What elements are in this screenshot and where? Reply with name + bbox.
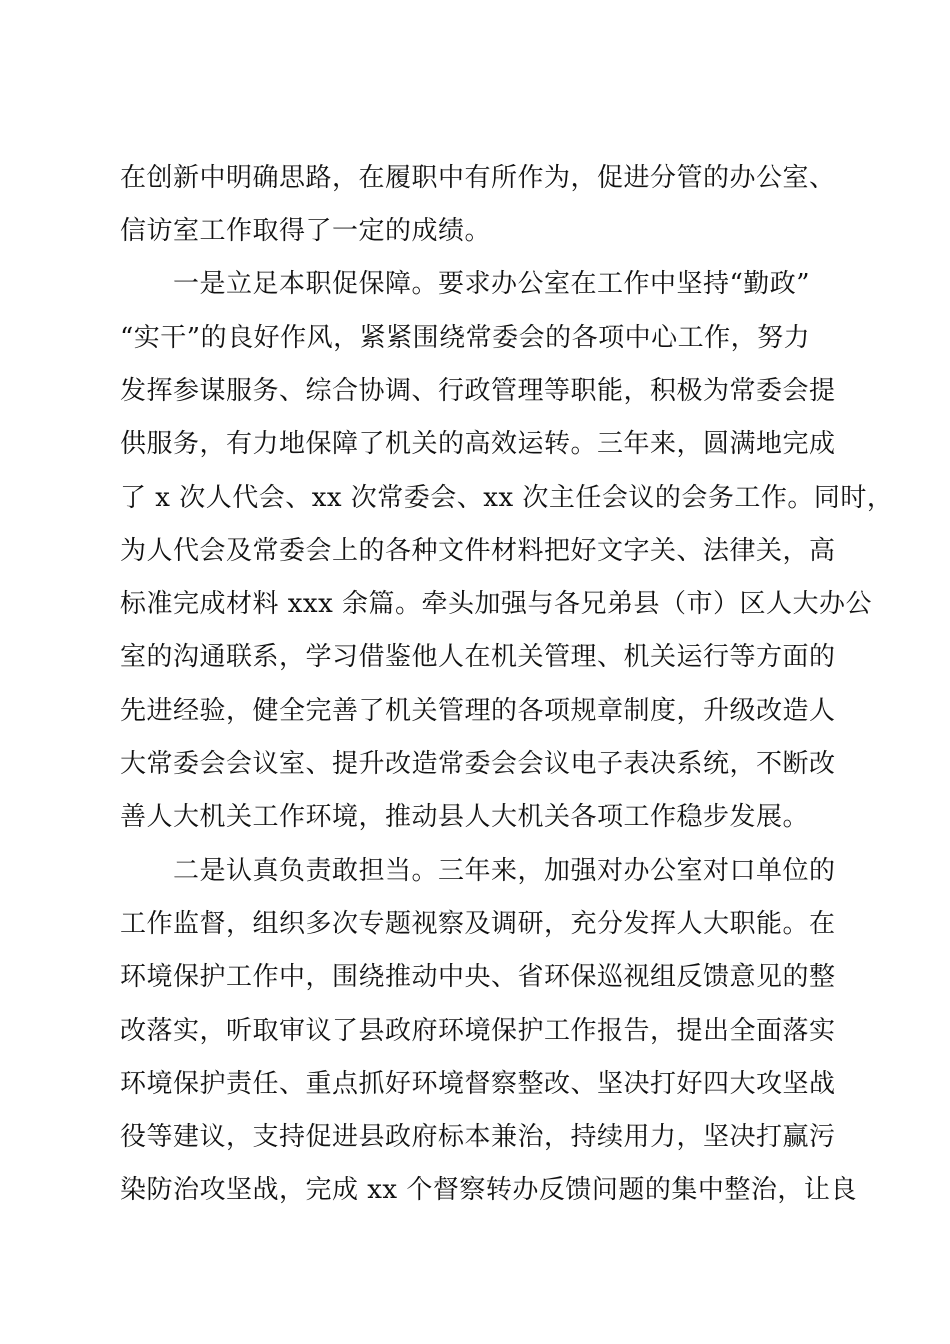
text-line: 为人代会及常委会上的各种文件材料把好文字关、法律关，高	[120, 536, 836, 566]
text-line: 环境保护责任、重点抓好环境督察整改、坚决打好四大攻坚战	[120, 1069, 836, 1099]
text-line: 室的沟通联系，学习借鉴他人在机关管理、机关运行等方面的	[120, 642, 836, 672]
text-line: 役等建议，支持促进县政府标本兼治，持续用力，坚决打赢污	[120, 1122, 836, 1152]
text-line: 环境保护工作中，围绕推动中央、省环保巡视组反馈意见的整	[120, 962, 836, 992]
text-line: 善人大机关工作环境，推动县人大机关各项工作稳步发展。	[120, 802, 810, 832]
text-line: “实干”的良好作风，紧紧围绕常委会的各项中心工作，努力	[120, 323, 811, 353]
text-line: 一是立足本职促保障。要求办公室在工作中坚持“勤政”	[173, 269, 811, 299]
text-line: 了 x 次人代会、xx 次常委会、xx 次主任会议的会务工作。同时，	[120, 483, 894, 513]
text-line: 发挥参谋服务、综合协调、行政管理等职能，积极为常委会提	[120, 376, 836, 406]
text-line: 二是认真负责敢担当。三年来，加强对办公室对口单位的	[173, 856, 836, 886]
text-line: 标准完成材料 xxx 余篇。牵头加强与各兄弟县（市）区人大办公	[120, 589, 873, 619]
text-line: 改落实，听取审议了县政府环境保护工作报告，提出全面落实	[120, 1016, 836, 1046]
text-line: 染防治攻坚战，完成 xx 个督察转办反馈问题的集中整治，让良	[120, 1175, 857, 1205]
text-line: 大常委会会议室、提升改造常委会会议电子表决系统，不断改	[120, 749, 836, 779]
text-line: 在创新中明确思路，在履职中有所作为，促进分管的办公室、	[120, 163, 836, 193]
text-line: 工作监督，组织多次专题视察及调研，充分发挥人大职能。在	[120, 909, 836, 939]
text-line: 供服务，有力地保障了机关的高效运转。三年来，圆满地完成	[120, 429, 836, 459]
text-line: 先进经验，健全完善了机关管理的各项规章制度，升级改造人	[120, 696, 836, 726]
text-line: 信访室工作取得了一定的成绩。	[120, 216, 492, 246]
